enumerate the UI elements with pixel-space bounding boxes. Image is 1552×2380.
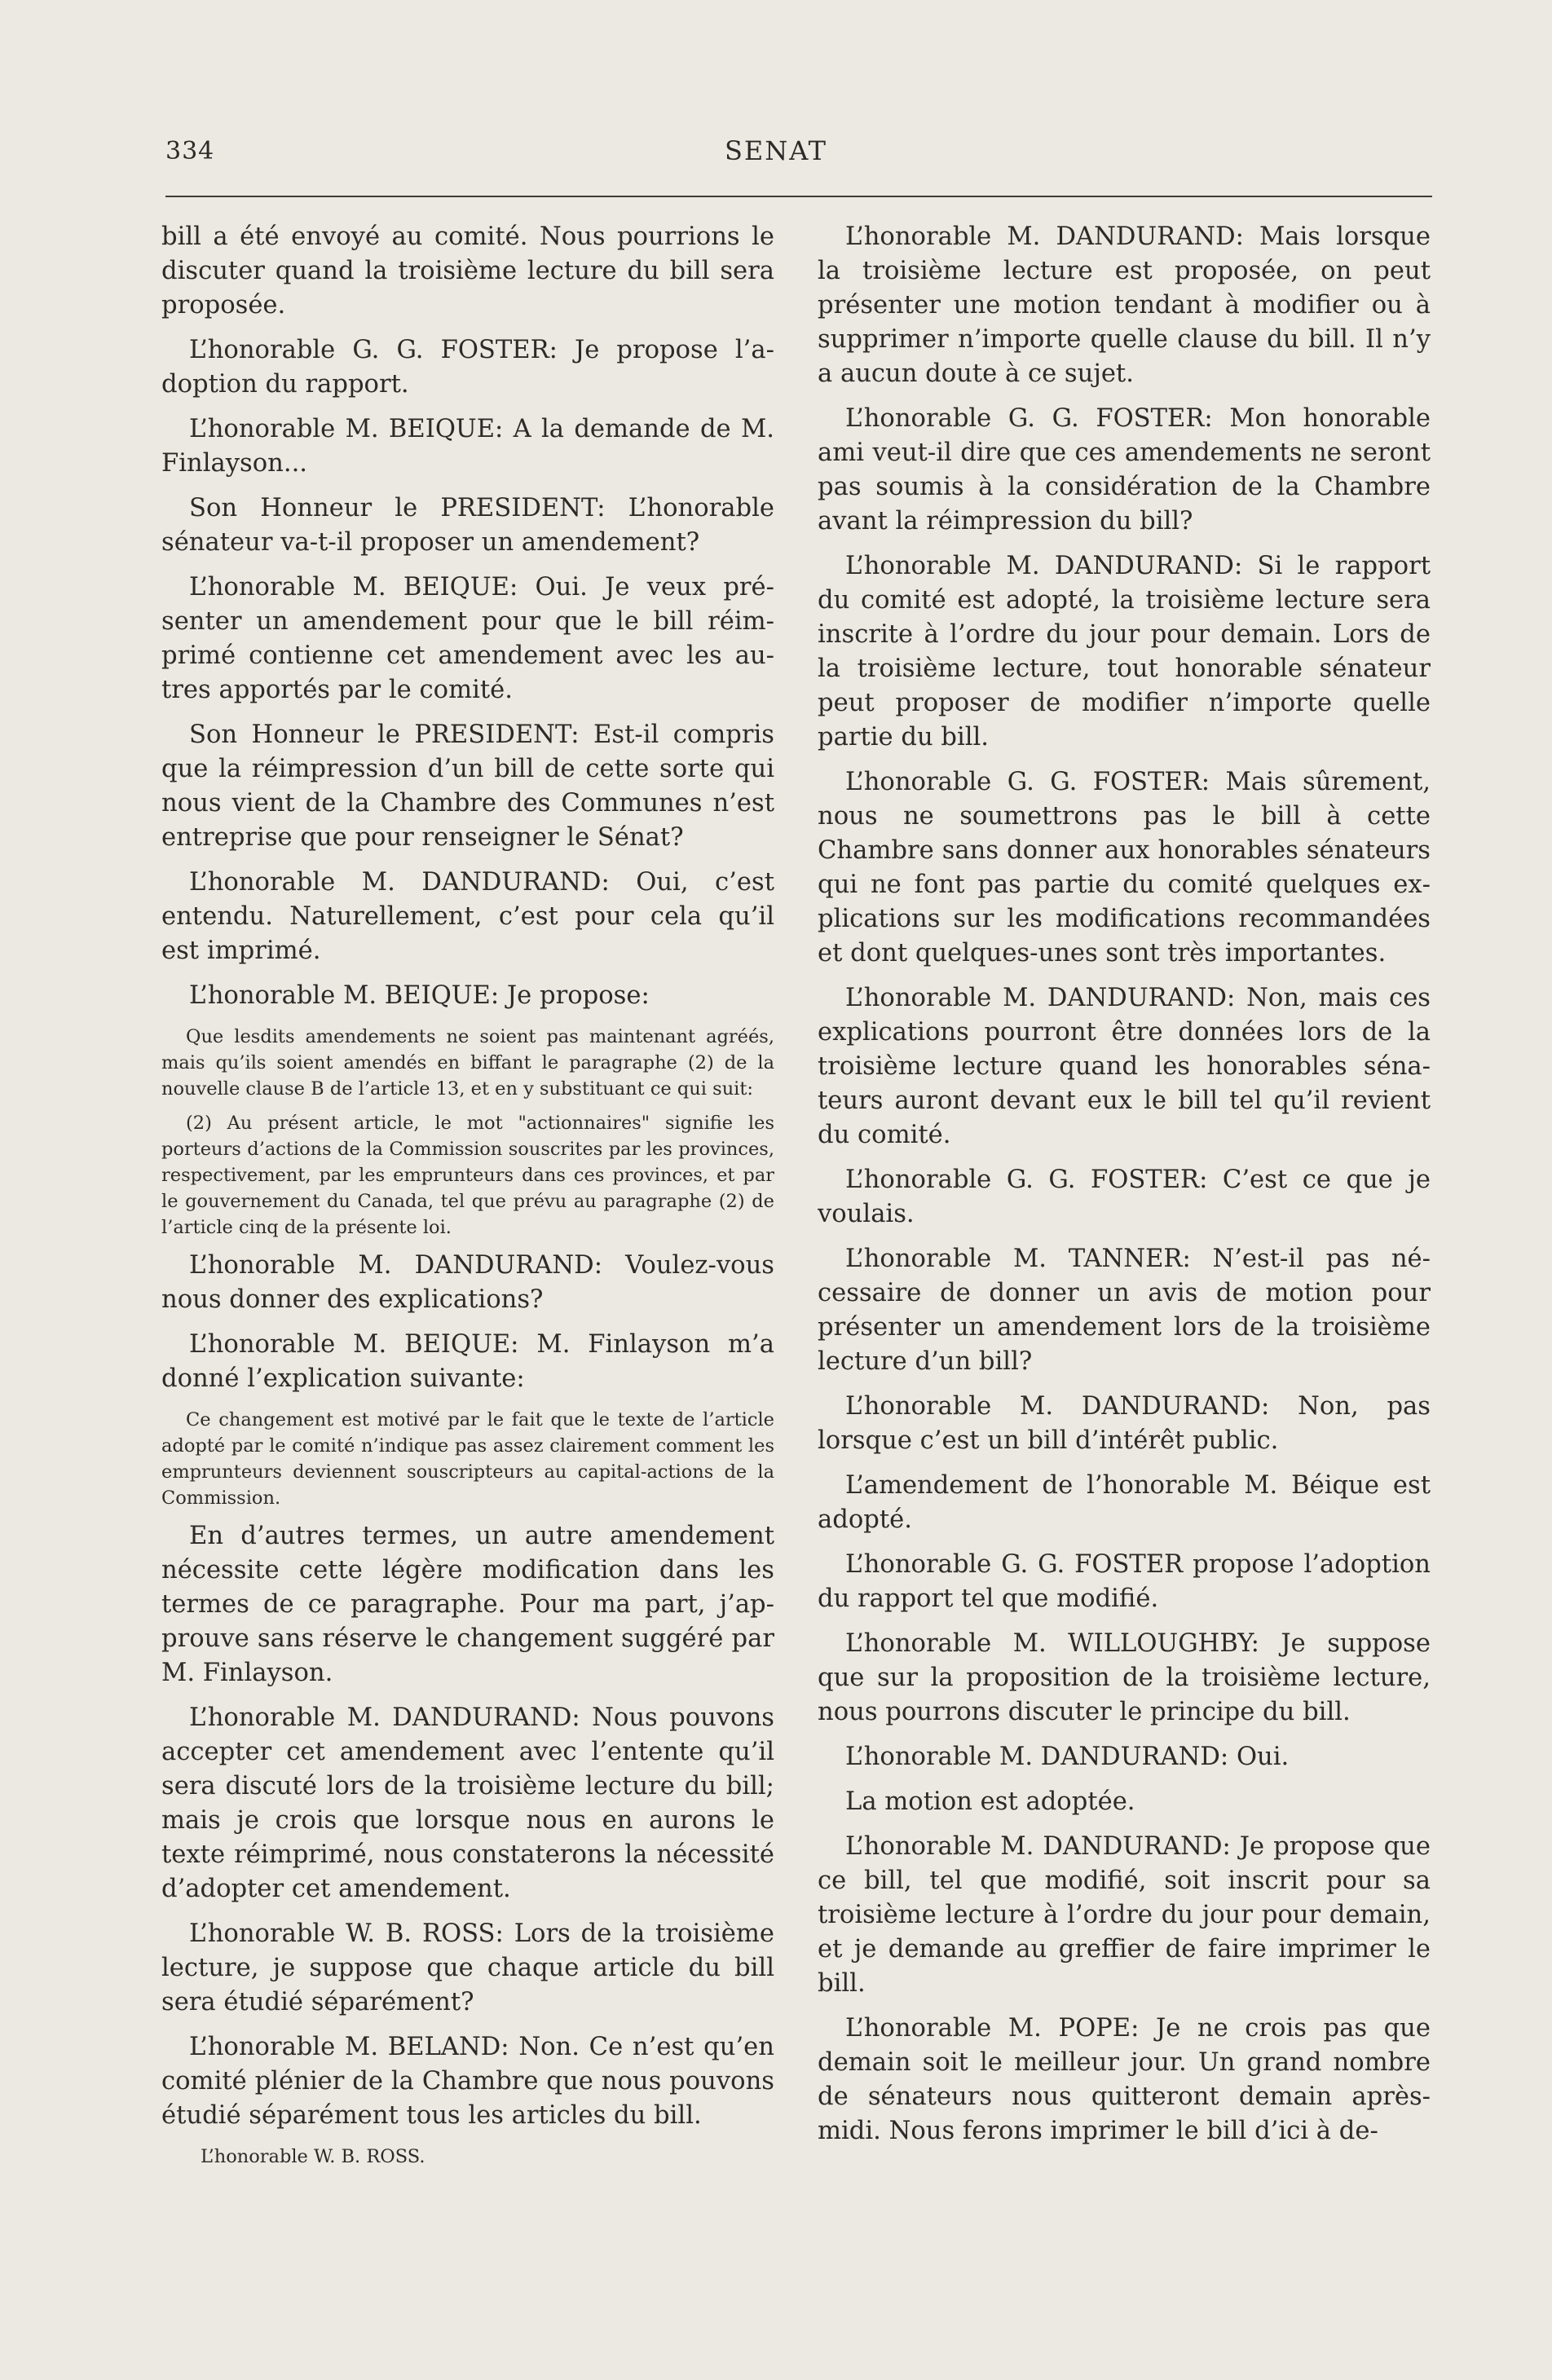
paragraph: Son Honneur le PRESIDENT: Est-il compris que la réimpression d’un bill de cette sorte qui nous vient de la Chambre des Communes n’est entreprise que pour renseigner le Sénat? xyxy=(161,721,774,852)
page-number: 334 xyxy=(165,137,215,165)
paragraph: L’honorable M. DANDURAND: Oui. xyxy=(845,1743,1290,1771)
catchword: L’honorable W. B. ROSS. xyxy=(201,2146,425,2167)
paragraph: L’honorable M. WILLOUGHBY: Je suppose que sur la proposition de la troisième lecture, nous pourrons discuter le principe du bill. xyxy=(818,1629,1431,1726)
paragraph: L’honorable M. DANDURAND: Mais lorsque la troisième lecture est proposée, on peut présenter une motion tendant à modifier ou à supprimer n’importe quelle clause du bill. Il n’y a aucun doute à ce sujet. xyxy=(818,223,1431,388)
quoted-passage: Que lesdits amendements ne soient pas maintenant agréés, mais qu’ils soient amendés en biffant le paragraphe (2) de la nouvelle clause B de l’article 13, et en y substituant ce qui suit: xyxy=(161,1026,774,1100)
paragraph: L’honorable M. BEIQUE: Oui. Je veux présenter un amendement pour que le bill réimprimé contienne cet amendement avec les autres apportés par le comité. xyxy=(161,573,774,704)
paragraph: L’honorable G. G. FOSTER: Je propose l’adoption du rapport. xyxy=(161,336,774,399)
paragraph: L’honorable W. B. ROSS: Lors de la troisième lecture, je suppose que chaque article du bill sera étudié séparément? xyxy=(161,1919,774,2016)
paragraph: L’honorable M. BELAND: Non. Ce n’est qu’en comité plénier de la Chambre que nous pouvons étudié séparément tous les articles du bill. xyxy=(161,2033,774,2130)
right-column xyxy=(818,220,1431,2193)
paragraph: En d’autres termes, un autre amendement nécessite cette légère modification dans les termes de ce paragraphe. Pour ma part, j’approuve sans réserve le changement suggéré par M. Finlayson. xyxy=(161,1522,774,1687)
left-column xyxy=(161,220,774,2193)
paragraph: L’honorable M. DANDURAND: Je propose que ce bill, tel que modifié, soit inscrit pour sa troisième lecture à l’ordre du jour pour demain, et je demande au greffier de faire imprimer le bill. xyxy=(818,1832,1431,1998)
paragraph: L’honorable M. BEIQUE: M. Finlayson m’a donné l’explication suivante: xyxy=(161,1330,774,1393)
paragraph: L’honorable M. DANDURAND: Nous pouvons accepter cet amendement avec l’entente qu’il sera discuté lors de la troisième lecture du bill; mais je crois que lorsque nous en aurons le texte réimprimé, nous constaterons la nécessité d’adopter cet amendement. xyxy=(161,1703,774,1903)
paragraph: L’honorable M. DANDURAND: Oui, c’est entendu. Naturellement, c’est pour cela qu’il est imprimé. xyxy=(161,868,774,965)
quoted-passage: Ce changement est motivé par le fait que le texte de l’article adopté par le comité n’indique pas assez clairement comment les emprunteurs deviennent souscripteurs au capital-actions de la Commission. xyxy=(161,1409,774,1509)
paragraph: L’honorable G. G. FOSTER: C’est ce que je voulais. xyxy=(818,1166,1431,1228)
paragraph: L’honorable M. POPE: Je ne crois pas que demain soit le meilleur jour. Un grand nombre de sénateurs nous quitteront demain après-midi. Nous ferons imprimer le bill d’ici à de- xyxy=(818,2014,1431,2145)
paragraph: L’honorable M. DANDURAND: Si le rapport du comité est adopté, la troisième lecture sera inscrite à l’ordre du jour pour demain. Lors de la troisième lecture, tout honorable sénateur peut proposer de modifier n’importe quelle partie du bill. xyxy=(818,552,1431,751)
header-rule xyxy=(165,196,1432,197)
paragraph: L’amendement de l’honorable M. Béique est adopté. xyxy=(818,1471,1431,1534)
paragraph: L’honorable M. DANDURAND: Voulez-vous nous donner des explications? xyxy=(161,1251,774,1314)
paragraph: La motion est adoptée. xyxy=(845,1787,1135,1816)
paragraph: L’honorable M. DANDURAND: Non, pas lorsque c’est un bill d’intérêt public. xyxy=(818,1392,1431,1455)
running-title: SENAT xyxy=(725,135,827,166)
paragraph: L’honorable M. DANDURAND: Non, mais ces explications pourront être données lors de la troisième lecture quand les honorables sénateurs auront devant eux le bill tel qu’il revient du comité. xyxy=(818,984,1431,1149)
paragraph: L’honorable G. G. FOSTER propose l’adoption du rapport tel que modifié. xyxy=(818,1550,1431,1613)
paragraph: L’honorable M. BEIQUE: Je propose: xyxy=(189,981,650,1010)
paragraph: L’honorable M. TANNER: N’est-il pas nécessaire de donner un avis de motion pour présenter un amendement lors de la troisième lecture d’un bill? xyxy=(818,1245,1431,1376)
paragraph: bill a été envoyé au comité. Nous pourrions le discuter quand la troisième lecture du bill sera proposée. xyxy=(161,223,774,320)
paragraph: L’honorable M. BEIQUE: A la demande de M. Finlayson... xyxy=(161,415,774,478)
quoted-passage: (2) Au présent article, le mot "actionnaires" signifie les porteurs d’actions de la Commission souscrites par les provinces, respectivement, par les emprunteurs dans ces provinces, et par le gouvernement du Canada, tel que prévu au paragraphe (2) de l’article cinq de la présente loi. xyxy=(161,1113,774,1238)
paragraph: L’honorable G. G. FOSTER: Mais sûrement, nous ne soumettrons pas le bill à cette Chambre sans donner aux honorables sénateurs qui ne font pas partie du comité quelques explications sur les modifications recommandées et dont quelques-unes sont très importantes. xyxy=(818,768,1431,967)
paragraph: Son Honneur le PRESIDENT: L’honorable sénateur va-t-il proposer un amendement? xyxy=(161,494,774,557)
paragraph: L’honorable G. G. FOSTER: Mon honorable ami veut-il dire que ces amendements ne seront pas soumis à la considération de la Chambre avant la réimpression du bill? xyxy=(818,404,1431,536)
